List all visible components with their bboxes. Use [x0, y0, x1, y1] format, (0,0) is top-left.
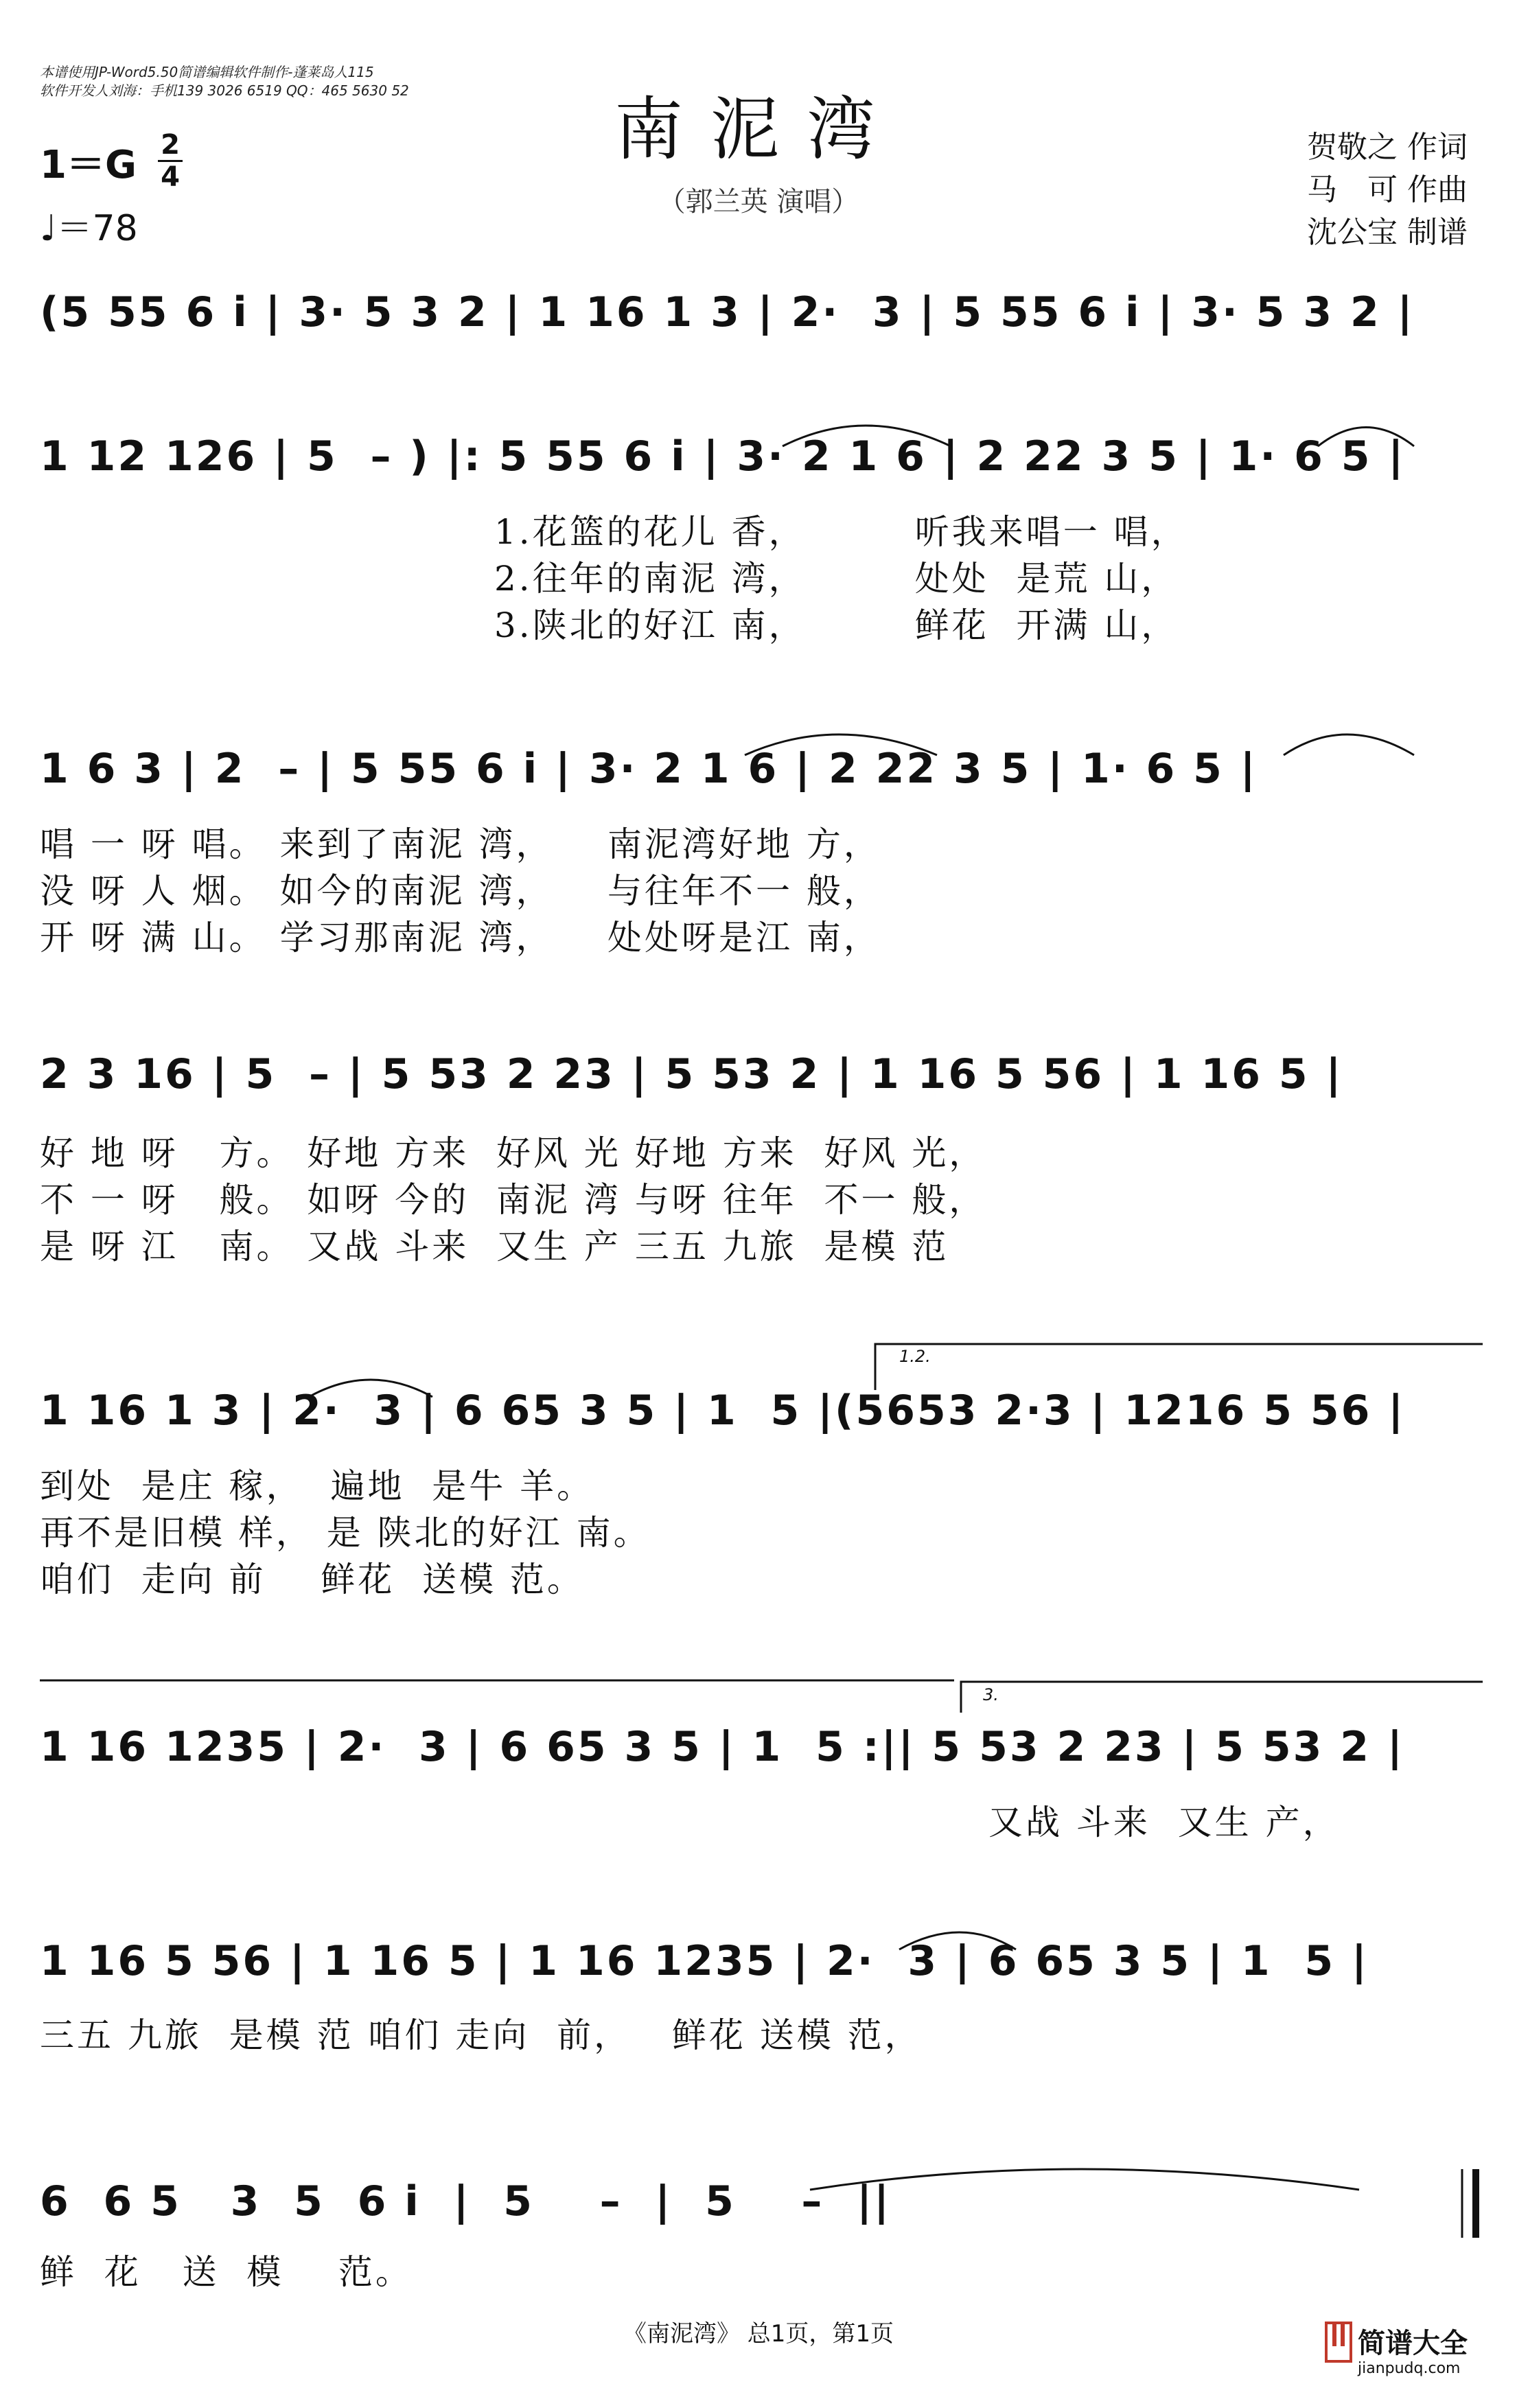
lyric-system-3-verse-2: 没 呀 人 烟。 如今的南泥 湾， 与往年不一 般， — [40, 871, 881, 911]
lyric-system-4-verse-1: 好 地 呀 方。 好地 方来 好风 光 好地 方来 好风 光， — [40, 1133, 986, 1173]
credit-line-2: 软件开发人刘海：手机139 3026 6519 QQ：465 5630 52 — [40, 82, 409, 99]
key-signature: 1＝G — [40, 143, 137, 187]
notes-system-2: 1 12 126 | 5 – ) |: 5 55 6 i | 3· 2 1 6 | 2 22 3 5 | 1· 6 5 | — [40, 432, 1406, 481]
notes-system-7: 1 16 5 56 | 1 16 5 | 1 16 1235 | 2· 3 | 6 65 3 5 | 1 5 | — [40, 1937, 1369, 1985]
lyric-system-8-verse-1: 鲜 花 送 模 范。 — [40, 2252, 413, 2292]
lyric-system-5-verse-2: 再不是旧模 样， 是 陕北的好江 南。 — [40, 1513, 651, 1553]
lyric-system-7-verse-1: 三五 九旅 是模 范 咱们 走向 前， 鲜花 送模 范， — [40, 2015, 922, 2055]
time-numerator: 2 — [161, 129, 180, 161]
watermark-url: jianpudq.com — [1358, 2360, 1461, 2377]
lyric-system-4-verse-2: 不 一 呀 般。 如呀 今的 南泥 湾 与呀 往年 不一 般， — [40, 1180, 986, 1220]
time-signature — [158, 129, 183, 193]
lyric-system-3-verse-3: 开 呀 满 山。 学习那南泥 湾， 处处呀是江 南， — [40, 918, 881, 958]
song-title: 南泥湾 — [614, 89, 903, 170]
volta-3-bracket — [961, 1682, 1483, 1713]
notes-system-6: 1 16 1235 | 2· 3 | 6 65 3 5 | 1 5 :|| 5 53 2 23 | 5 53 2 | — [40, 1723, 1404, 1771]
volta-3-label: 3. — [983, 1685, 999, 1704]
notes-system-8: 6 6 5 3 5 6 i | 5 – | 5 – || — [40, 2177, 891, 2225]
notes-system-5: 1 16 1 3 | 2· 3 | 6 65 3 5 | 1 5 |(5653 2·3 | 1216 5 56 | — [40, 1387, 1406, 1435]
volta-1-2-label: 1.2. — [899, 1347, 931, 1366]
performer: （郭兰英 演唱） — [658, 186, 859, 218]
lyric-system-6-verse-1: 又战 斗来 又生 产， — [988, 1803, 1340, 1842]
lyric-system-4-verse-3: 是 呀 江 南。 又战 斗来 又生 产 三五 九旅 是模 范 — [40, 1227, 949, 1266]
notes-system-1: (5 55 6 i | 3· 5 3 2 | 1 16 1 3 | 2· 3 | 5 55 6 i | 3· 5 3 2 | — [40, 288, 1415, 336]
score-system-1 — [0, 288, 1517, 384]
time-denominator: 4 — [161, 161, 180, 193]
volta-1-2-bracket — [875, 1344, 1483, 1390]
lyric-system-5-verse-3: 咱们 走向 前 鲜花 送模 范。 — [40, 1560, 584, 1599]
arranger: 沈公宝 制谱 — [1307, 215, 1468, 250]
watermark-logo — [1325, 2301, 1469, 2383]
lyricist: 贺敬之 作词 — [1307, 130, 1468, 165]
notes-system-4: 2 3 16 | 5 – | 5 53 2 23 | 5 53 2 | 1 16 5 56 | 1 16 5 | — [40, 1050, 1343, 1098]
tempo-marking: ♩＝78 — [40, 208, 138, 249]
lyric-system-2-verse-1: 1.花篮的花儿 香， 听我来唱一 唱， — [494, 512, 1188, 552]
piano-logo-icon — [1325, 2322, 1352, 2363]
composer: 马 可 作曲 — [1307, 172, 1468, 207]
lyric-system-5-verse-1: 到处 是庄 稼， 遍地 是牛 羊。 — [40, 1466, 594, 1506]
page-footer: 《南泥湾》 总1页，第1页 — [623, 2320, 894, 2348]
lyric-system-2-verse-2: 2.往年的南泥 湾， 处处 是荒 山， — [494, 559, 1179, 599]
credit-line-1: 本谱使用JP-Word5.50简谱编辑软件制作-蓬莱岛人115 — [40, 64, 374, 80]
lyric-system-3-verse-1: 唱 一 呀 唱。 来到了南泥 湾， 南泥湾好地 方， — [40, 824, 881, 864]
lyric-system-2-verse-3: 3.陕北的好江 南， 鲜花 开满 山， — [494, 605, 1179, 645]
watermark-brand: 简谱大全 — [1358, 2328, 1468, 2359]
notes-system-3: 1 6 3 | 2 – | 5 55 6 i | 3· 2 1 6 | 2 22 3 5 | 1· 6 5 | — [40, 745, 1258, 793]
